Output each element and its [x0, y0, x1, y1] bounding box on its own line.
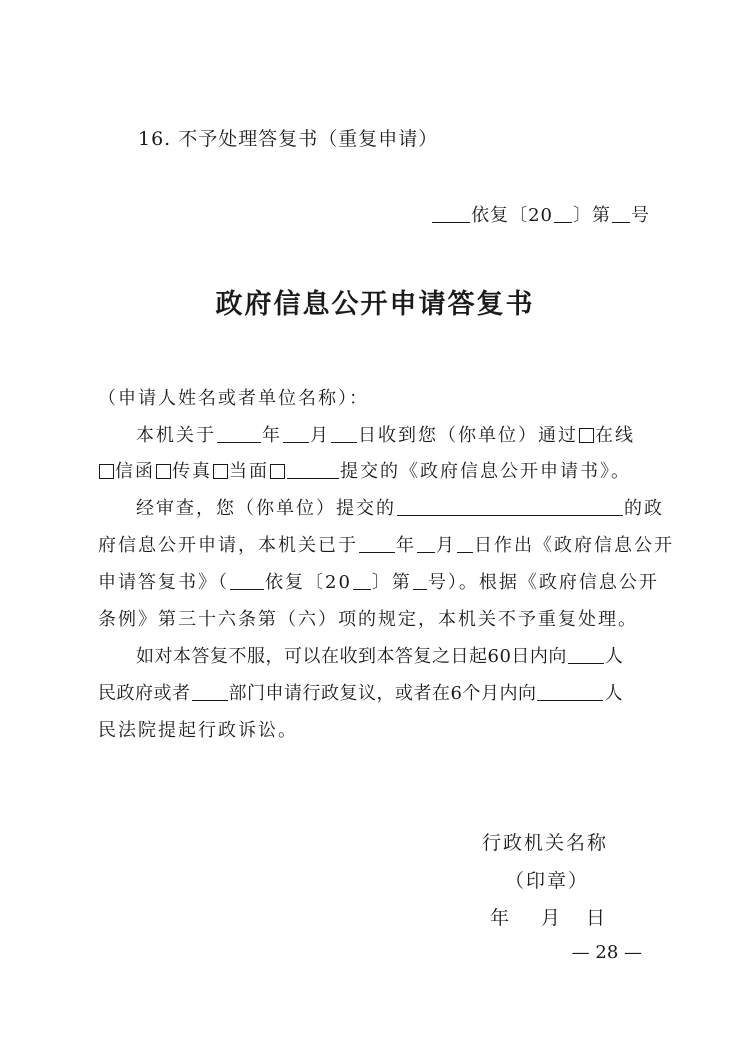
doc-number-part3: 号 — [631, 205, 650, 226]
blank-line — [331, 426, 357, 443]
blank-line — [568, 647, 604, 664]
doc-number-part2: 〕第 — [573, 205, 611, 226]
blank-line — [287, 462, 339, 479]
checkbox-online[interactable] — [579, 428, 594, 443]
checkbox-in-person[interactable] — [213, 464, 228, 479]
para2-line3: 申请答复书》（ 依复〔20 〕第 号）。根据《政府信息公开 — [98, 572, 659, 593]
blank-line — [192, 684, 228, 701]
para3-line2: 民政府或者 部门申请行政复议，或者在6个月内向 人 — [98, 683, 623, 704]
blank-line — [353, 573, 371, 590]
signature-date: 年 月 日 — [490, 907, 608, 929]
para2-line2: 府信息公开申请，本机关已于 年 月 日作出《政府信息公开 — [98, 535, 674, 556]
blank-line — [230, 573, 264, 590]
para3-line1: 如对本答复不服，可以在收到本答复之日起60日内向 人 — [136, 646, 624, 667]
para2-line4: 条例》第三十六条第（六）项的规定，本机关不予重复处理。 — [98, 609, 638, 630]
blank-line — [457, 536, 473, 553]
blank-line — [432, 206, 470, 223]
checkbox-other[interactable] — [270, 464, 285, 479]
page-number: — 28 — — [571, 942, 642, 963]
blank-line — [612, 206, 630, 223]
blank-line — [359, 536, 395, 553]
blank-line — [537, 684, 603, 701]
signature-agency-name: 行政机关名称 — [482, 832, 609, 854]
para1-line2: 信函 传真 当面 提交的《政府信息公开申请书》。 — [98, 457, 631, 483]
checkbox-fax[interactable] — [156, 464, 171, 479]
blank-line — [397, 499, 623, 516]
salutation: （申请人姓名或者单位名称）： — [98, 388, 369, 409]
document-number — [431, 201, 650, 227]
blank-line — [554, 206, 572, 223]
doc-number-part1: 依复〔20 — [471, 205, 553, 226]
document-title: 政府信息公开申请答复书 — [215, 289, 535, 320]
blank-line — [417, 536, 435, 553]
document-heading: 16. 不予处理答复书（重复申请） — [138, 128, 439, 150]
para3-line3: 民法院提起行政诉讼。 — [98, 720, 298, 741]
blank-line — [217, 426, 261, 443]
blank-line — [283, 426, 309, 443]
signature-seal: （印章） — [505, 870, 590, 892]
checkbox-letter[interactable] — [99, 464, 114, 479]
blank-line — [413, 573, 427, 590]
para2-line1: 经审查，您（你单位）提交的 的政 — [136, 498, 664, 519]
para1-line1: 本机关于 年 月 日收到您（你单位）通过 在线 — [136, 425, 635, 446]
